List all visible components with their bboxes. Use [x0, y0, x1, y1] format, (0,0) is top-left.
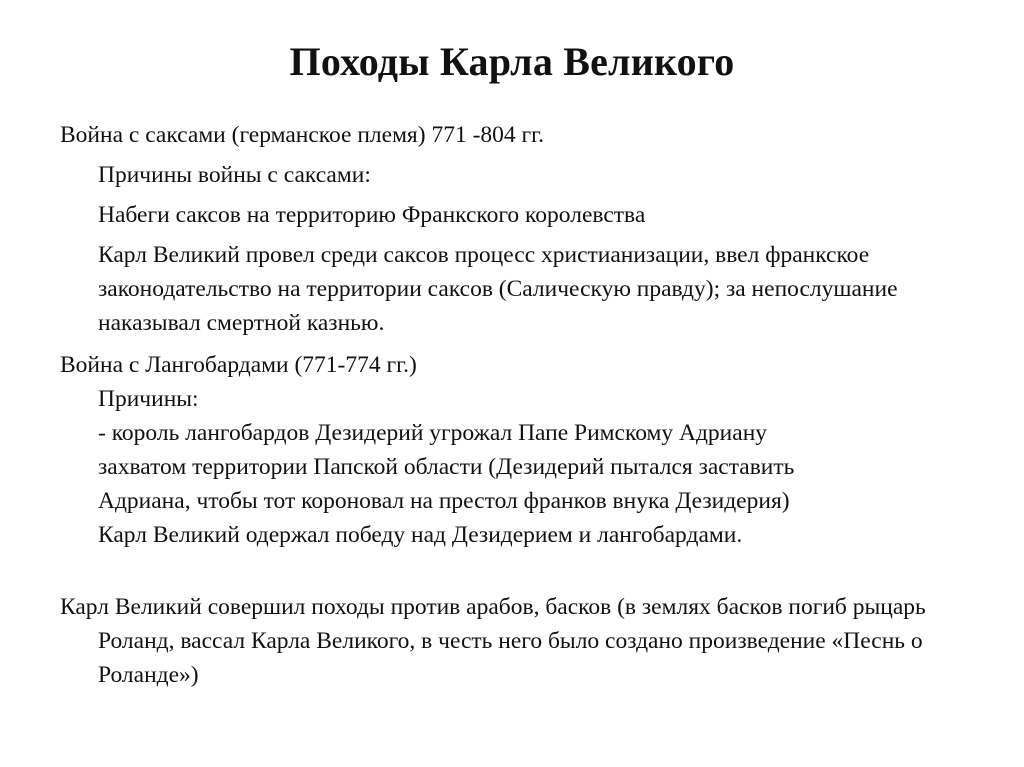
lombard-war-line-2: захватом территории Папской области (Дезидерий пытался заставить [98, 454, 795, 480]
saxon-war-heading: Война с саксами (германское племя) 771 -804 гг. [60, 122, 545, 148]
saxon-war-christianization: Карл Великий провел среди саксов процесс христианизации, ввел франкское законодательство на территории саксов (Салическую правду); за непослушание наказывал смертной казнью. [98, 242, 898, 336]
lombard-war-line-1: - король лангобардов Дезидерий угрожал Папе Римскому Адриану [98, 420, 768, 446]
lombard-war-block [60, 348, 960, 552]
lombard-war-line-4: Карл Великий одержал победу над Дезидерием и лангобардами. [98, 522, 743, 548]
lombard-war-heading: Война с Лангобардами (771-774 гг.) [60, 352, 417, 378]
saxon-war-raids: Набеги саксов на территорию Франкского королевства [98, 202, 646, 228]
lombard-war-line-3: Адриана, чтобы тот короновал на престол франков внука Дезидерия) [98, 488, 790, 514]
slide-body [60, 118, 960, 692]
lombard-war-causes-label: Причины: [98, 386, 199, 412]
slide-title: Походы Карла Великого [289, 39, 735, 84]
other-campaigns: Карл Великий совершил походы против арабов, басков (в землях басков погиб рыцарь Роланд, вассал Карла Великого, в честь него было создано произведение «Песнь о Роланде») [60, 594, 926, 688]
saxon-war-causes-label: Причины войны с саксами: [98, 162, 371, 188]
